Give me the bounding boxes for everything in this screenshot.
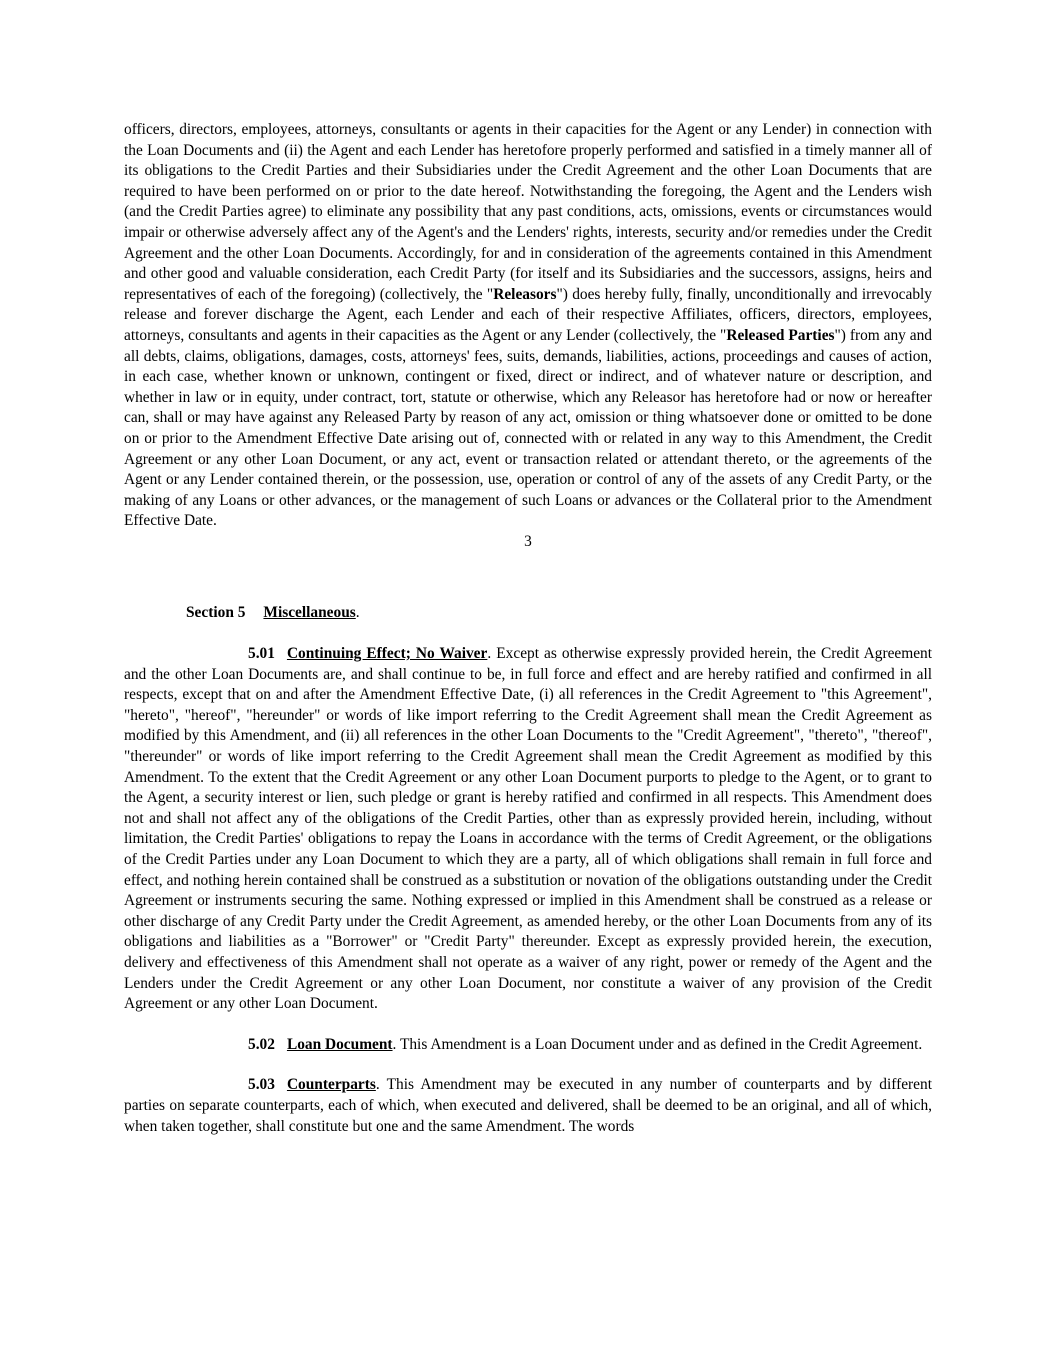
subsection-number: 5.01 [248, 645, 275, 663]
subsection-5-02 [124, 1035, 932, 1056]
release-paragraph [124, 120, 932, 532]
subsection-number: 5.03 [248, 1076, 275, 1094]
section-title-period: . [355, 604, 360, 622]
subsection-text: . This Amendment is a Loan Document under and as defined in the Credit Agreement. [392, 1035, 923, 1053]
subsection-text: . This Amendment may be executed in any number of counterparts and by different parties on separate counterparts, each of which, when executed and delivered, shall be deemed to be an original, and all of which, when taken together, shall constitute but one and the same Amendment. The words [124, 1076, 932, 1135]
release-text-1: officers, directors, employees, attorneys, consultants or agents in their capacities for the Agent or any Lender) in connection with the Loan Documents and (ii) the Agent and each Lender has heretofore properly performed and satisfied in a timely manner all of its obligations to the Credit Parties and their Subsidiaries under the Credit Agreement and the other Loan Documents that are required to have been performed on or prior to the date hereof. Notwithstanding the foregoing, the Agent and the Lenders wish (and the Credit Parties agree) to eliminate any possibility that any past conditions, acts, omissions, events or circumstances would impair or otherwise adversely affect any of the Agent's and the Lenders' rights, interests, security and/or remedies under the Credit Agreement and the other Loan Documents. Accordingly, for and in consideration of the agreements contained in this Amendment and other good and valuable consideration, each Credit Party (for itself and its Subsidiaries and the successors, assigns, heirs and representatives of each of the foregoing) (collectively, the " [124, 121, 932, 303]
releasors-term: Releasors [493, 285, 557, 303]
subsection-5-01 [124, 644, 932, 1015]
release-text-2: ") does hereby fully, finally, unconditionally and irrevocably release and forever discharge the Agent, each Lender and each of their respective Affiliates, officers, directors, employees, attorneys, consultants and agents in their capacities as the Agent or any Lender (collectively, the " [124, 285, 932, 344]
subsection-5-03 [124, 1075, 932, 1137]
section-label: Section 5 [186, 604, 246, 622]
subsection-number: 5.02 [248, 1035, 275, 1053]
subsection-text: . Except as otherwise expressly provided herein, the Credit Agreement and the other Loan Documents are, and shall continue to be, in full force and effect and are hereby ratified and confirmed in all respects, except that on and after the Amendment Effective Date, (i) all references in the Credit Agreement to "this Agreement", "hereto", "hereof", "hereunder" or words of like import referring to the Credit Agreement shall mean the Credit Agreement as modified by this Amendment, and (ii) all references in the other Loan Documents to the "Credit Agreement", "thereto", "thereof", "thereunder" or words of like import referring to the Credit Agreement shall mean the Credit Agreement as modified by this Amendment. To the extent that the Credit Agreement or any other Loan Document purports to pledge to the Agent, or to grant to the Agent, a security interest or lien, such pledge or grant is hereby ratified and confirmed in all respects. This Amendment does not and shall not affect any of the obligations of the Credit Parties, other than as expressly provided herein, including, without limitation, the Credit Parties' obligations to repay the Loans in accordance with the terms of Credit Agreement, or the obligations of the Credit Parties under any Loan Document to which they are a party, all of which obligations shall remain in full force and effect, and nothing herein contained shall be construed as a substitution or novation of the obligations outstanding under the Credit Agreement or instruments securing the same. Nothing expressed or implied in this Amendment shall be construed as a release or other discharge of any Credit Party under the Credit Agreement, as amended hereby, or the other Loan Documents from any of its obligations and liabilities as a "Borrower" or "Credit Party" thereunder. Except as expressly provided herein, the execution, delivery and effectiveness of this Amendment shall not operate as a waiver of any right, power or remedy of the Agent and the Lenders under the Credit Agreement or any other Loan Document, nor constitute a waiver of any provision of the Credit Agreement or any other Loan Document. [124, 645, 933, 1013]
section-heading [124, 603, 932, 624]
release-text-3: ") from any and all debts, claims, obligations, damages, costs, attorneys' fees, suits, demands, liabilities, actions, proceedings and causes of action, in each case, whether known or unknown, contingent or fixed, direct or indirect, and of whatever nature or description, and whether in law or in equity, under contract, tort, statute or otherwise, which any Releasor has heretofore had or now or hereafter can, shall or may have against any Released Party by reason of any act, omission or thing whatsoever done or omitted to be done on or prior to the Amendment Effective Date arising out of, connected with or related in any way to this Amendment, the Credit Agreement or any other Loan Document, or any act, event or transaction related or attendant thereto, or the agreements of the Agent or any Lender contained therein, or the possession, use, operation or control of any of the assets of any Credit Party, or the making of any Loans or other advances, or the management of such Loans or advances or the Collateral prior to the Amendment Effective Date. [124, 326, 932, 530]
section-title: Miscellaneous [263, 604, 356, 622]
subsection-heading: Counterparts [286, 1076, 376, 1094]
subsection-heading: Loan Document [286, 1035, 393, 1053]
document-page [124, 120, 932, 1137]
page-number: 3 [524, 532, 532, 550]
released-parties-term: Released Parties [726, 326, 835, 344]
subsection-heading: Continuing Effect; No Waiver [286, 645, 488, 663]
